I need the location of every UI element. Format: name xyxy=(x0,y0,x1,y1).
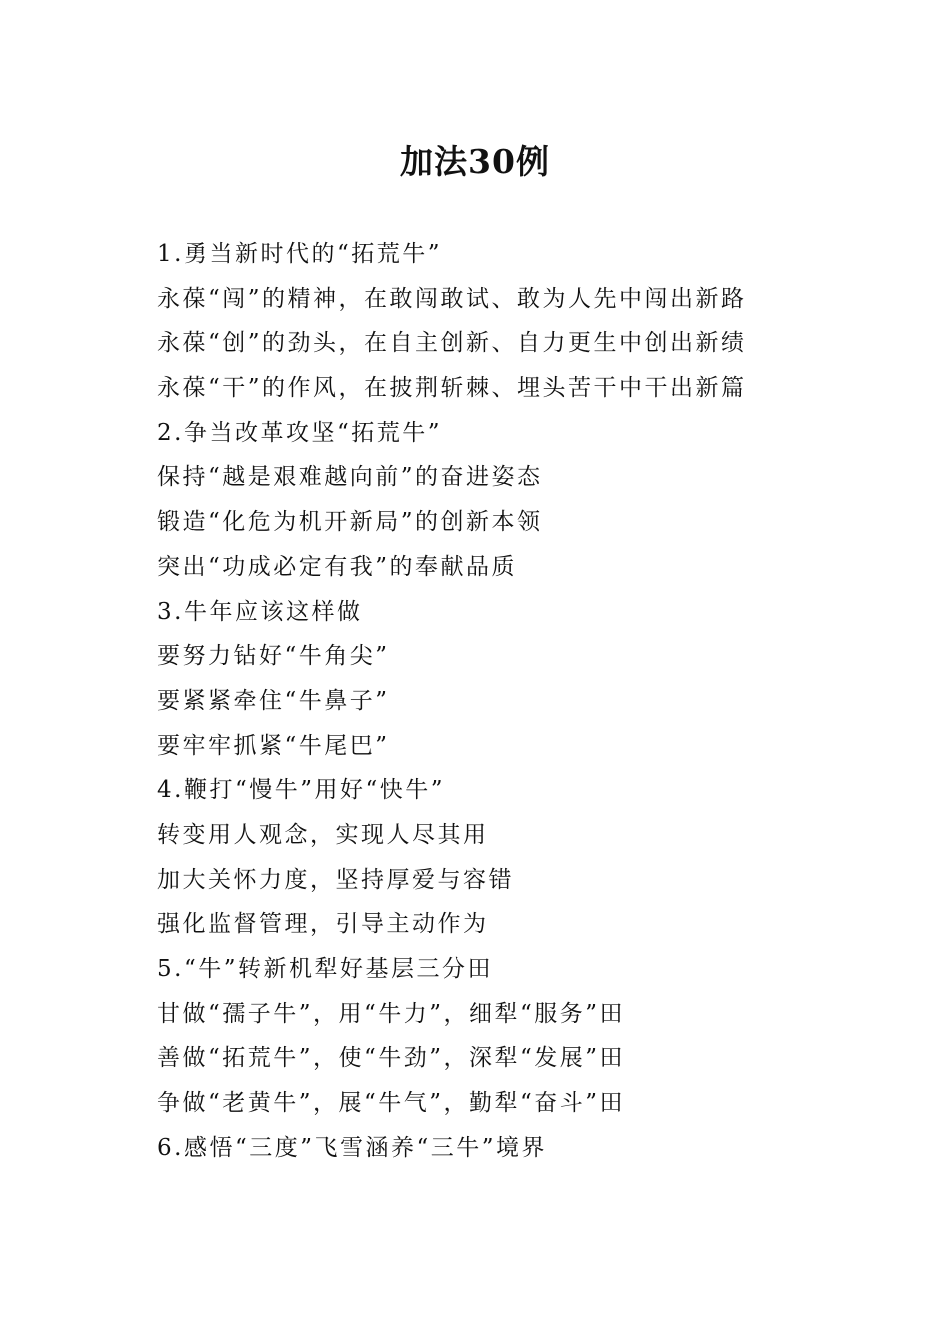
heading-3: 3.牛年应该这样做 xyxy=(157,598,363,625)
text-line: 转变用人观念，实现人尽其用 xyxy=(157,821,489,848)
text-line: 强化监督管理，引导主动作为 xyxy=(157,911,489,938)
text-line: 永葆“干”的作风，在披荆斩棘、埋头苦干中干出新篇 xyxy=(157,375,747,402)
document-body xyxy=(157,232,857,1170)
heading-1: 1.勇当新时代的“拓荒牛” xyxy=(157,241,442,267)
heading-5: 5.“牛”转新机犁好基层三分田 xyxy=(157,956,493,982)
text-line: 永葆“闯”的精神，在敢闯敢试、敢为人先中闯出新路 xyxy=(157,285,747,312)
heading-2: 2.争当改革攻坚“拓荒牛” xyxy=(157,419,442,446)
text-line: 善做“拓荒牛”，使“牛劲”，深犁“发展”田 xyxy=(157,1045,626,1072)
text-line: 突出“功成必定有我”的奉献品质 xyxy=(157,553,518,580)
text-line: 加大关怀力度，坚持厚爱与容错 xyxy=(157,866,514,893)
text-line: 要紧紧牵住“牛鼻子” xyxy=(157,687,390,714)
heading-4: 4.鞭打“慢牛”用好“快牛” xyxy=(157,777,445,804)
text-line: 要牢牢抓紧“牛尾巴” xyxy=(157,732,390,759)
page-title: 加法30例 xyxy=(400,142,550,181)
heading-6: 6.感悟“三度”飞雪涵养“三牛”境界 xyxy=(157,1134,547,1161)
text-line: 甘做“孺子牛”，用“牛力”，细犁“服务”田 xyxy=(157,1000,626,1027)
text-line: 要努力钻好“牛角尖” xyxy=(157,643,390,670)
text-line: 争做“老黄牛”，展“牛气”，勤犁“奋斗”田 xyxy=(157,1090,626,1117)
text-line: 锻造“化危为机开新局”的创新本领 xyxy=(157,509,543,536)
text-line: 保持“越是艰难越向前”的奋进姿态 xyxy=(157,464,543,491)
text-line: 永葆“创”的劲头，在自主创新、自力更生中创出新绩 xyxy=(157,330,747,357)
